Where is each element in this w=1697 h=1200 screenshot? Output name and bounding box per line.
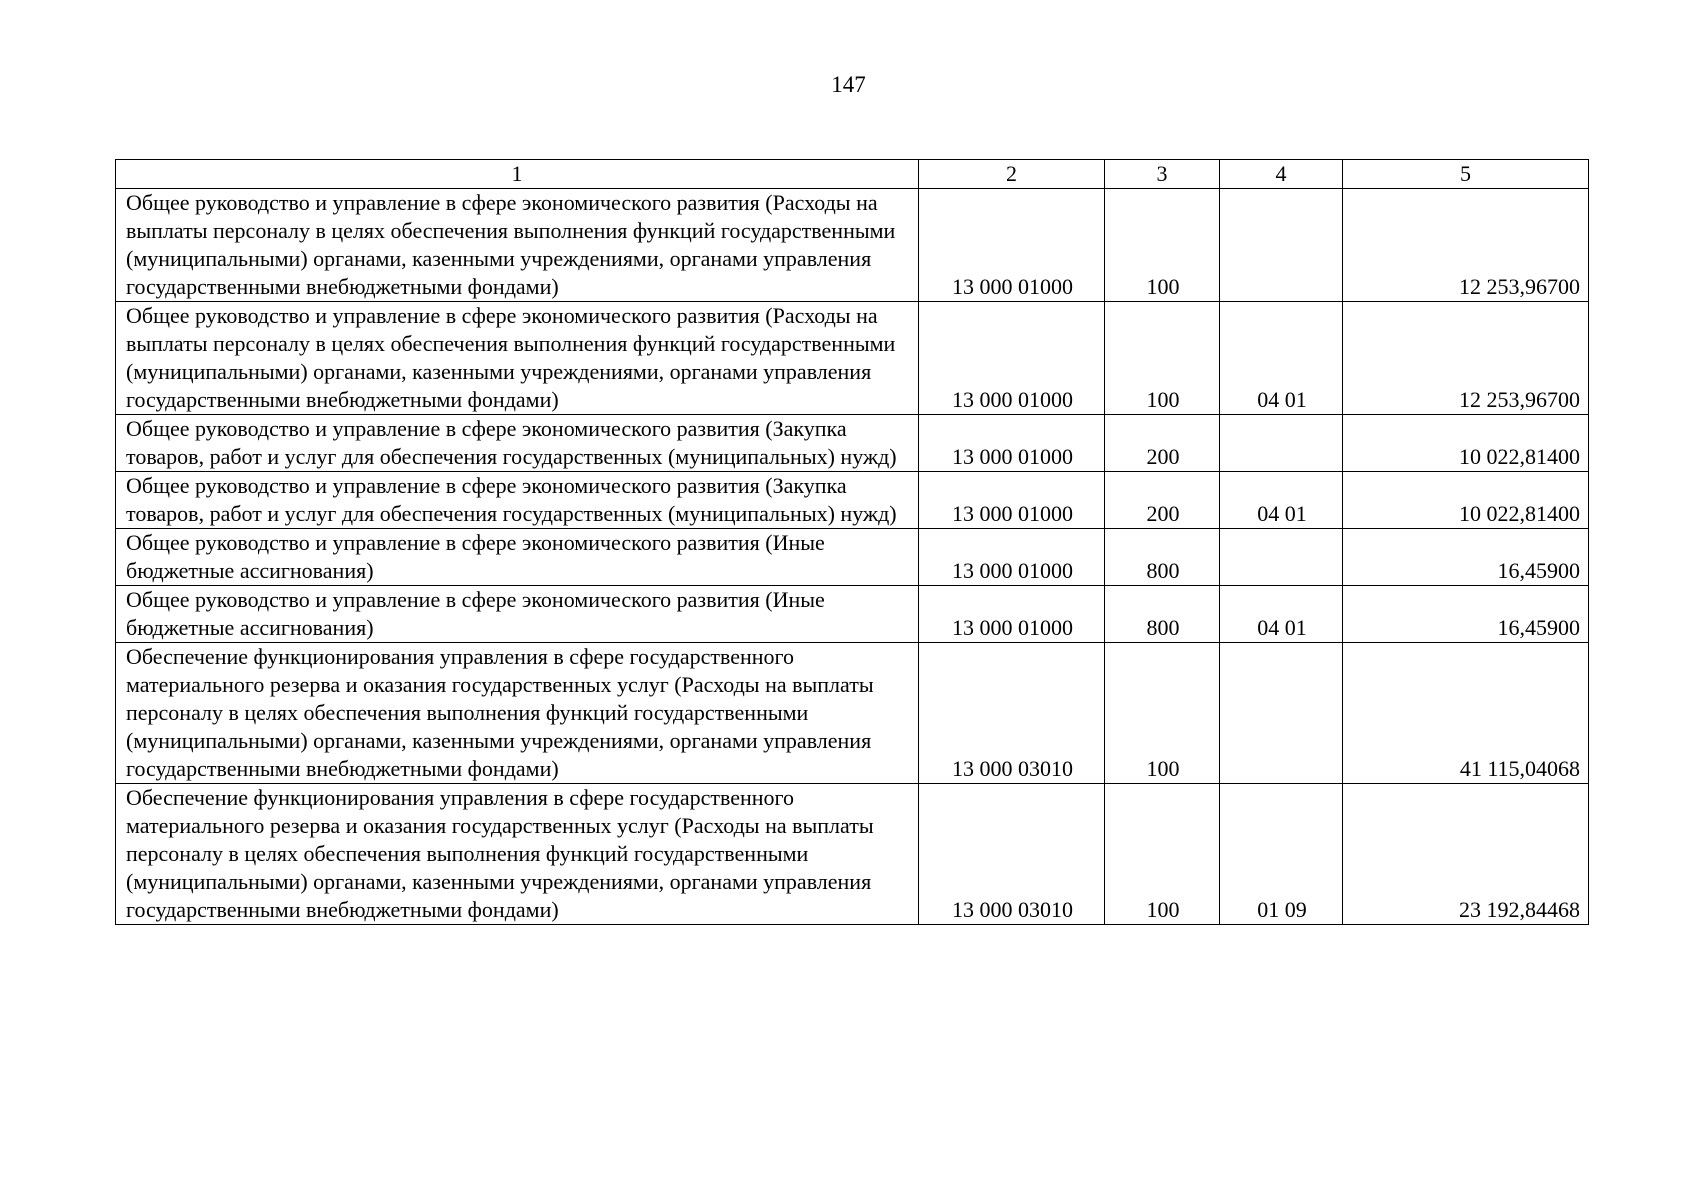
table-row [116,302,1589,415]
table-row [116,784,1589,925]
row-target-code: 13 000 01000 [919,472,1105,529]
page-number: 147 [831,72,866,97]
row-section: 04 01 [1220,472,1343,529]
row-target-code: 13 000 01000 [919,302,1105,415]
row-section [1220,189,1343,302]
column-header: 5 [1343,160,1589,189]
row-expense-type: 800 [1105,586,1220,643]
row-description: Общее руководство и управление в сфере экономического развития (Расходы на выплаты персоналу в целях обеспечения выполнения функций государственными (муниципальными) органами, казенными учреждениями, органами управления государственными внебюджетными фондами) [116,302,919,415]
table-row [116,586,1589,643]
row-expense-type: 100 [1105,189,1220,302]
row-description: Общее руководство и управление в сфере экономического развития (Расходы на выплаты персоналу в целях обеспечения выполнения функций государственными (муниципальными) органами, казенными учреждениями, органами управления государственными внебюджетными фондами) [116,189,919,302]
row-amount: 23 192,84468 [1343,784,1589,925]
row-description: Обеспечение функционирования управления в сфере государственного материального резерва и оказания государственных услуг (Расходы на выплаты персоналу в целях обеспечения выполнения функций государственными (муниципальными) органами, казенными учреждениями, органами управления государственными внебюджетными фондами) [116,784,919,925]
table-row [116,415,1589,472]
row-amount: 10 022,81400 [1343,415,1589,472]
row-amount: 12 253,96700 [1343,302,1589,415]
budget-table [115,159,1589,925]
row-expense-type: 100 [1105,643,1220,784]
row-description: Общее руководство и управление в сфере экономического развития (Иные бюджетные ассигнования) [116,529,919,586]
row-target-code: 13 000 03010 [919,643,1105,784]
row-target-code: 13 000 01000 [919,189,1105,302]
column-header: 4 [1220,160,1343,189]
row-target-code: 13 000 03010 [919,784,1105,925]
row-expense-type: 100 [1105,784,1220,925]
row-expense-type: 800 [1105,529,1220,586]
row-target-code: 13 000 01000 [919,529,1105,586]
row-section [1220,415,1343,472]
table-row [116,643,1589,784]
row-section [1220,529,1343,586]
table-header-row [116,160,1589,189]
row-amount: 41 115,04068 [1343,643,1589,784]
row-target-code: 13 000 01000 [919,415,1105,472]
table-row [116,189,1589,302]
row-description: Общее руководство и управление в сфере экономического развития (Закупка товаров, работ и услуг для обеспечения государственных (муниципальных) нужд) [116,415,919,472]
row-target-code: 13 000 01000 [919,586,1105,643]
column-header: 2 [919,160,1105,189]
row-section [1220,643,1343,784]
row-description: Общее руководство и управление в сфере экономического развития (Закупка товаров, работ и услуг для обеспечения государственных (муниципальных) нужд) [116,472,919,529]
row-section: 04 01 [1220,586,1343,643]
row-description: Обеспечение функционирования управления в сфере государственного материального резерва и оказания государственных услуг (Расходы на выплаты персоналу в целях обеспечения выполнения функций государственными (муниципальными) органами, казенными учреждениями, органами управления государственными внебюджетными фондами) [116,643,919,784]
row-amount: 12 253,96700 [1343,189,1589,302]
column-header: 3 [1105,160,1220,189]
table-row [116,472,1589,529]
column-header: 1 [116,160,919,189]
row-expense-type: 200 [1105,415,1220,472]
row-description: Общее руководство и управление в сфере экономического развития (Иные бюджетные ассигнования) [116,586,919,643]
row-amount: 16,45900 [1343,529,1589,586]
row-expense-type: 200 [1105,472,1220,529]
row-section: 01 09 [1220,784,1343,925]
row-section: 04 01 [1220,302,1343,415]
table-row [116,529,1589,586]
row-amount: 10 022,81400 [1343,472,1589,529]
row-amount: 16,45900 [1343,586,1589,643]
row-expense-type: 100 [1105,302,1220,415]
